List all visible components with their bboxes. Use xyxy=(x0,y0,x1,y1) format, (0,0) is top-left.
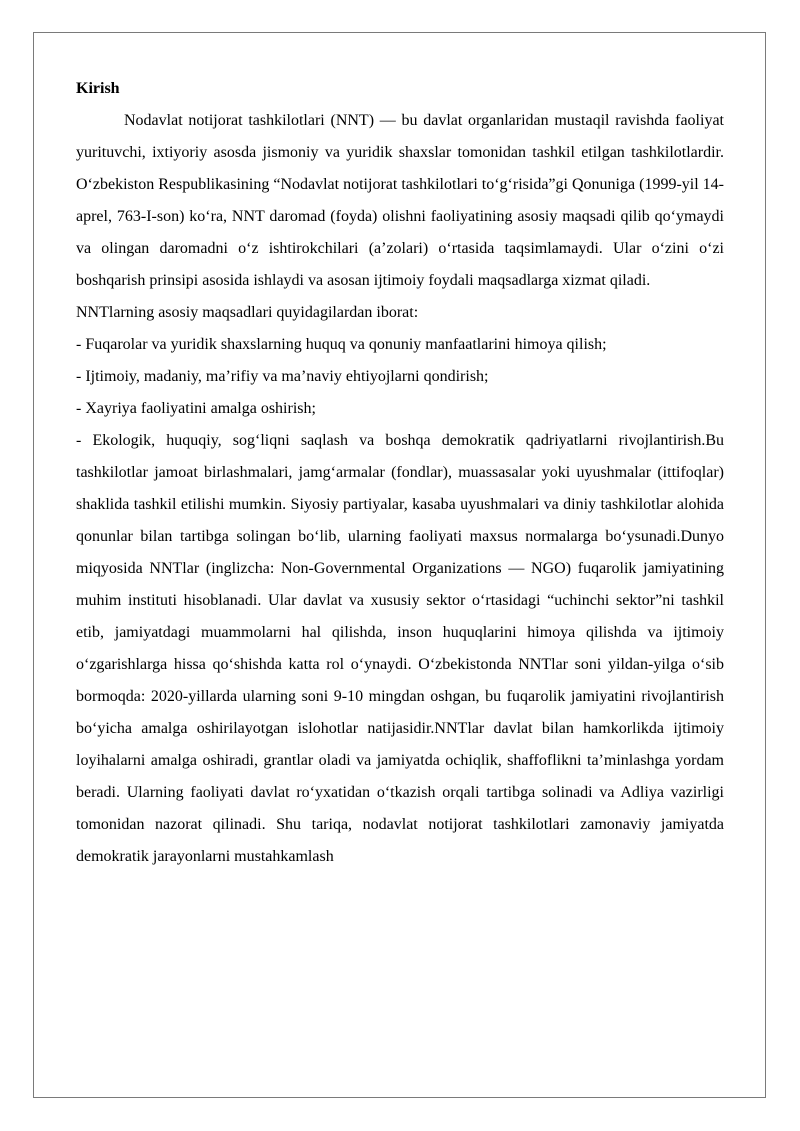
intro-paragraph: Nodavlat notijorat tashkilotlari (NNT) — bu davlat organlaridan mustaqil ravishda faoliyat yurituvchi, ixtiyoriy asosda jismoniy va yuridik shaxslar tomonidan tashkil etilgan tashkilotlardir. O‘zbekiston Respublikasining “Nodavlat notijorat tashkilotlari to‘g‘risida”gi Qonuniga (1999-yil 14-aprel, 763-I-son) ko‘ra, NNT daromad (foyda) olishni faoliyatining asosiy maqsadi qilib qo‘ymaydi va olingan daromadni o‘z ishtirokchilari (a’zolari) o‘rtasida taqsimlamaydi. Ular o‘zini o‘zi boshqarish prinsipi asosida ishlaydi va asosan ijtimoiy foydali maqsadlarga xizmat qiladi. xyxy=(76,112,724,289)
goals-intro: NNTlarning asosiy maqsadlari quyidagilardan iborat: xyxy=(76,304,419,321)
goal-item: - Ijtimoiy, madaniy, ma’rifiy va ma’naviy ehtiyojlarni qondirish; xyxy=(76,368,489,385)
section-heading: Kirish xyxy=(76,80,120,97)
goal-item: - Fuqarolar va yuridik shaxslarning huquq va qonuniy manfaatlarini himoya qilish; xyxy=(76,336,607,353)
final-paragraph: - Ekologik, huquqiy, sog‘liqni saqlash va boshqa demokratik qadriyatlarni rivojlantirish.Bu tashkilotlar jamoat birlashmalari, jamg‘armalar (fondlar), muassasalar yoki uyushmalar (ittifoqlar) shaklida tashkil etilishi mumkin. Siyosiy partiyalar, kasaba uyushmalari va diniy tashkilotlar alohida qonunlar bilan tartibga solingan bo‘lib, ularning faoliyati maxsus normalarga bo‘ysunadi.Dunyo miqyosida NNTlar (inglizcha: Non-Governmental Organizations — NGO) fuqarolik jamiyatining muhim instituti hisoblanadi. Ular davlat va xususiy sektor o‘rtasidagi “uchinchi sektor”ni tashkil etib, jamiyatdagi muammolarni hal qilishda, inson huquqlarini himoya qilishda va ijtimoiy o‘zgarishlarga hissa qo‘shishda katta rol o‘ynaydi. O‘zbekistonda NNTlar soni yildan-yilga o‘sib bormoqda: 2020-yillarda ularning soni 9-10 mingdan oshgan, bu fuqarolik jamiyatini rivojlantirish bo‘yicha amalga oshirilayotgan islohotlar natijasidir.NNTlar davlat bilan hamkorlikda ijtimoiy loyihalarni amalga oshiradi, grantlar oladi va jamiyatda ochiqlik, shaffoflikni ta’minlashga yordam beradi. Ularning faoliyati davlat ro‘yxatidan o‘tkazish orqali tartibga solinadi va Adliya vazirligi tomonidan nazorat qilinadi. Shu tariqa, nodavlat notijorat tashkilotlari zamonaviy jamiyatda demokratik jarayonlarni mustahkamlash xyxy=(76,432,724,865)
goal-item: - Xayriya faoliyatini amalga oshirish; xyxy=(76,400,316,417)
document-body xyxy=(76,73,724,873)
